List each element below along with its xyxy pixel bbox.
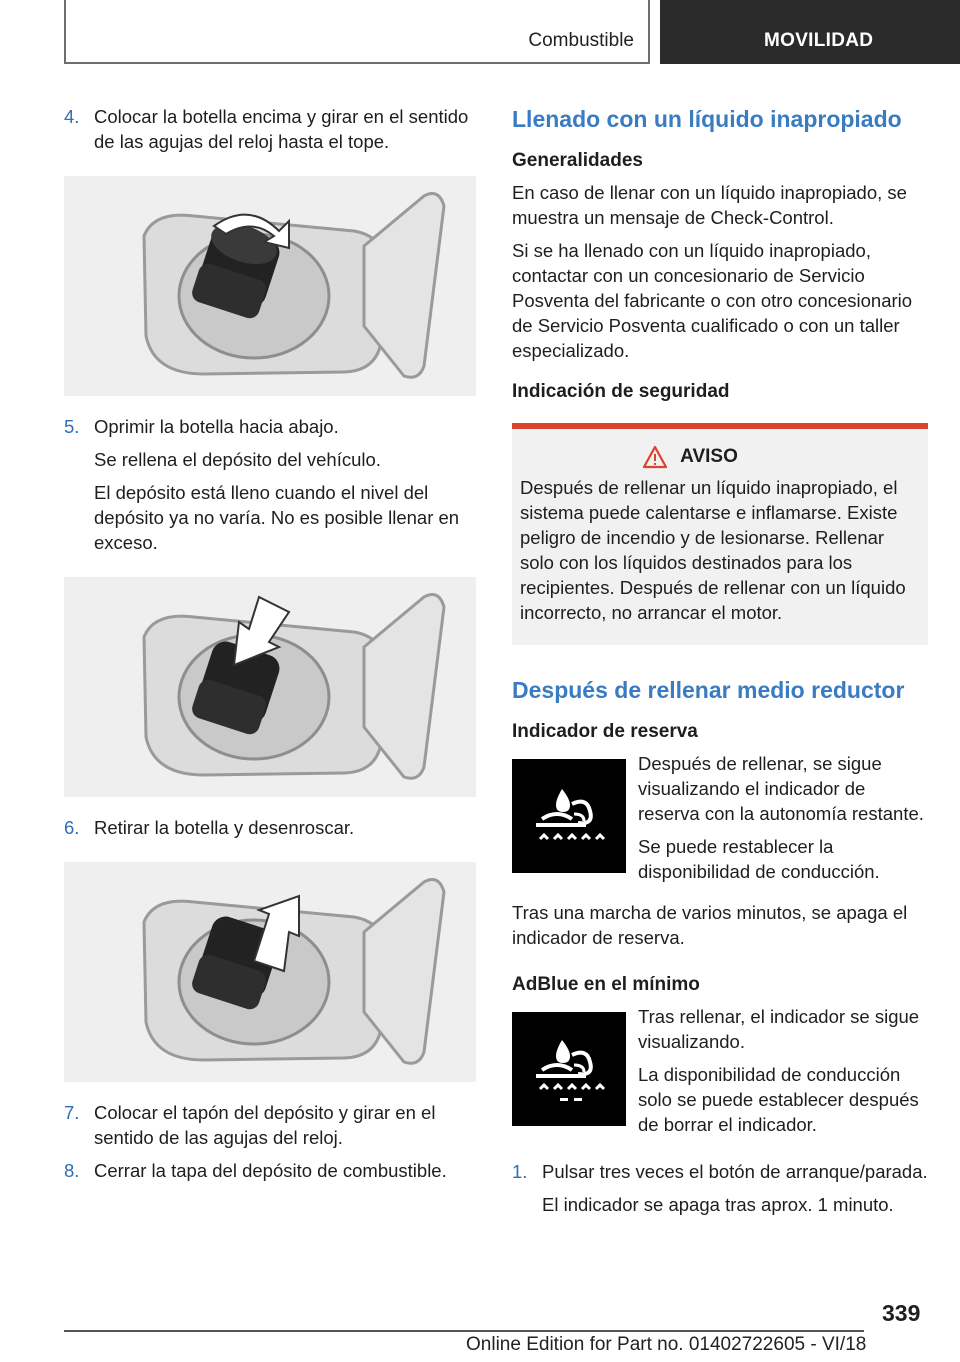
heading-adblue-min: AdBlue en el mínimo xyxy=(512,974,700,995)
adblue-reserve-icon xyxy=(512,759,626,873)
general-paragraph-1: En caso de llenar con un líquido inapropiado, se muestra un mensaje de Check-Control. xyxy=(512,182,907,228)
step-number: 7. xyxy=(64,1102,80,1123)
step-5 xyxy=(64,414,476,555)
reserve-indicator-block xyxy=(512,751,928,892)
step-text: El depósito está lleno cuando el nivel del depósito ya no varía. No es posible llenar en exceso. xyxy=(94,482,460,553)
heading-reserve: Indicador de reserva xyxy=(512,721,698,742)
heading-after-refill: Después de rellenar medio reductor xyxy=(512,677,905,703)
step-4 xyxy=(64,104,476,154)
chapter-tab xyxy=(660,0,960,64)
step-text: El indicador se apaga tras aprox. 1 minuto. xyxy=(542,1194,894,1215)
right-column xyxy=(512,104,928,1225)
min-indicator-block xyxy=(512,1004,928,1145)
step-number: 6. xyxy=(64,817,80,838)
step-text: Pulsar tres veces el botón de arranque/parada. xyxy=(542,1161,928,1182)
step-7 xyxy=(64,1100,476,1150)
general-paragraph-2: Si se ha llenado con un líquido inapropiado, contactar con un concesionario de Servicio Posventa del fabricante o con otro concesionario de Servicio Posventa cualificado o con un taller especializado. xyxy=(512,240,913,361)
step-text: Cerrar la tapa del depósito de combustible. xyxy=(94,1160,447,1181)
step-number: 4. xyxy=(64,106,80,127)
footer-divider xyxy=(64,1330,864,1332)
warning-triangle-icon xyxy=(642,445,668,469)
min-text xyxy=(638,1004,928,1145)
fuel-filler-photo-remove xyxy=(64,862,476,1082)
step-number: 5. xyxy=(64,416,80,437)
step-number: 1. xyxy=(512,1161,528,1182)
fuel-filler-photo-rotate xyxy=(64,176,476,396)
step-text: Retirar la botella y desenroscar. xyxy=(94,817,355,838)
step-8 xyxy=(64,1158,476,1183)
section-title: Combustible xyxy=(528,30,634,51)
adblue-minimum-icon xyxy=(512,1012,626,1126)
fuel-filler-photo-press xyxy=(64,577,476,797)
reserve-paragraph-3: Tras una marcha de varios minutos, se apaga el indicador de reserva. xyxy=(512,902,908,948)
reserve-paragraph-1: Después de rellenar, se sigue visualizando el indicador de reserva con la autonomía restante. xyxy=(638,753,924,824)
heading-safety: Indicación de seguridad xyxy=(512,381,730,402)
step-text: Colocar la botella encima y girar en el sentido de las agujas del reloj hasta el tope. xyxy=(94,106,469,152)
step-number: 8. xyxy=(64,1160,80,1181)
warning-header xyxy=(520,445,920,469)
min-paragraph-1: Tras rellenar, el indicador se sigue visualizando. xyxy=(638,1006,920,1052)
step-text: Se rellena el depósito del vehículo. xyxy=(94,449,381,470)
header-frame xyxy=(64,0,650,64)
footer-edition: Online Edition for Part no. 01402722605 - VI/18 xyxy=(466,1334,867,1355)
reserve-paragraph-2: Se puede restablecer la disponibilidad de conducción. xyxy=(638,836,880,882)
step-6 xyxy=(64,815,476,840)
warning-text: Después de rellenar un líquido inapropiado, el sistema puede calentarse e inflamarse. Existe peligro de incendio y de lesionarse. Rellenar solo con los líquidos destinados para los recipientes. Después de rellenar con un líquido incorrecto, no arrancar el motor. xyxy=(520,477,906,623)
min-paragraph-2: La disponibilidad de conducción solo se puede establecer después de borrar el indicador. xyxy=(638,1064,919,1135)
step-1 xyxy=(512,1159,928,1217)
step-text: Colocar el tapón del depósito y girar en el sentido de las agujas del reloj. xyxy=(94,1102,436,1148)
left-column xyxy=(64,104,476,1191)
heading-wrong-liquid: Llenado con un líquido inapropiado xyxy=(512,106,902,132)
reserve-text xyxy=(638,751,928,892)
chapter-title: MOVILIDAD xyxy=(764,30,874,51)
warning-box xyxy=(512,423,928,645)
warning-title: AVISO xyxy=(680,446,738,467)
heading-general: Generalidades xyxy=(512,150,643,171)
page-number: 339 xyxy=(882,1300,921,1326)
step-text: Oprimir la botella hacia abajo. xyxy=(94,416,339,437)
